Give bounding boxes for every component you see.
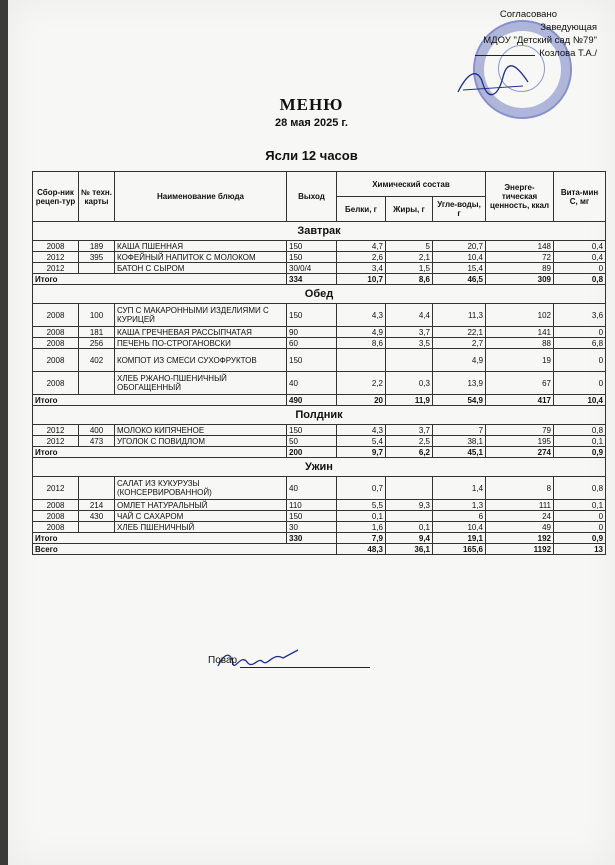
table-row <box>33 338 606 349</box>
tech-card-cell: 430 <box>79 511 115 522</box>
fat-cell: 9,3 <box>386 500 433 511</box>
tech-card-cell: 100 <box>79 304 115 327</box>
total-energy: 192 <box>486 533 554 544</box>
menu-date: 28 мая 2025 г. <box>275 117 348 129</box>
total-output: 334 <box>287 274 337 285</box>
header-vitamin: Вита-мин С, мг <box>554 172 606 222</box>
total-carbs: 54,9 <box>433 395 486 406</box>
total-energy: 274 <box>486 447 554 458</box>
vitamin-cell: 6,8 <box>554 338 606 349</box>
section-row <box>33 458 606 477</box>
collection-cell: 2008 <box>33 522 79 533</box>
total-carbs: 45,1 <box>433 447 486 458</box>
carbs-cell: 6 <box>433 511 486 522</box>
collection-cell: 2012 <box>33 436 79 447</box>
protein-cell: 1,6 <box>337 522 386 533</box>
output-cell: 30/0/4 <box>287 263 337 274</box>
table-row <box>33 522 606 533</box>
total-vitamin: 0,9 <box>554 447 606 458</box>
total-row <box>33 274 606 285</box>
output-cell: 40 <box>287 477 337 500</box>
protein-cell: 2,2 <box>337 372 386 395</box>
dish-cell: КАША ПШЕННАЯ <box>115 241 287 252</box>
fat-cell: 0,1 <box>386 522 433 533</box>
output-cell: 150 <box>287 349 337 372</box>
fat-cell <box>386 511 433 522</box>
table-row <box>33 252 606 263</box>
total-vitamin: 10,4 <box>554 395 606 406</box>
tech-card-cell <box>79 372 115 395</box>
total-fat: 9,4 <box>386 533 433 544</box>
protein-cell: 4,7 <box>337 241 386 252</box>
energy-cell: 195 <box>486 436 554 447</box>
energy-cell: 8 <box>486 477 554 500</box>
grand-total-energy: 1192 <box>486 544 554 555</box>
protein-cell: 5,4 <box>337 436 386 447</box>
vitamin-cell: 0 <box>554 327 606 338</box>
output-cell: 110 <box>287 500 337 511</box>
total-fat: 6,2 <box>386 447 433 458</box>
carbs-cell: 10,4 <box>433 252 486 263</box>
header-dish: Наименование блюда <box>115 172 287 222</box>
output-cell: 40 <box>287 372 337 395</box>
energy-cell: 24 <box>486 511 554 522</box>
table-row <box>33 511 606 522</box>
output-cell: 150 <box>287 252 337 263</box>
carbs-cell: 13,9 <box>433 372 486 395</box>
total-protein: 10,7 <box>337 274 386 285</box>
approval-name: Козлова Т.А./ <box>539 48 597 59</box>
fat-cell: 5 <box>386 241 433 252</box>
tech-card-cell: 395 <box>79 252 115 263</box>
tech-card-cell <box>79 522 115 533</box>
grand-total-protein: 48,3 <box>337 544 386 555</box>
collection-cell: 2008 <box>33 349 79 372</box>
tech-card-cell: 473 <box>79 436 115 447</box>
document-page <box>8 0 615 865</box>
cook-label: Повар <box>208 655 238 666</box>
dish-cell: ЧАЙ С САХАРОМ <box>115 511 287 522</box>
fat-cell: 2,1 <box>386 252 433 263</box>
protein-cell: 0,1 <box>337 511 386 522</box>
total-label: Итого <box>33 274 287 285</box>
section-row <box>33 222 606 241</box>
total-protein: 9,7 <box>337 447 386 458</box>
tech-card-cell: 402 <box>79 349 115 372</box>
header-carbs: Угле-воды, г <box>433 197 486 222</box>
header-output: Выход <box>287 172 337 222</box>
energy-cell: 19 <box>486 349 554 372</box>
section-title: Обед <box>33 285 606 304</box>
carbs-cell: 2,7 <box>433 338 486 349</box>
header-tech-card: № техн. карты <box>79 172 115 222</box>
vitamin-cell: 0,8 <box>554 477 606 500</box>
total-fat: 8,6 <box>386 274 433 285</box>
approval-name-line <box>397 47 597 60</box>
collection-cell: 2008 <box>33 500 79 511</box>
section-title: Ужин <box>33 458 606 477</box>
carbs-cell: 22,1 <box>433 327 486 338</box>
output-cell: 30 <box>287 522 337 533</box>
dish-cell: ОМЛЕТ НАТУРАЛЬНЫЙ <box>115 500 287 511</box>
dish-cell: ХЛЕБ РЖАНО-ПШЕНИЧНЫЙ ОБОГАЩЕННЫЙ <box>115 372 287 395</box>
approval-position: Заведующая <box>540 22 597 33</box>
dish-cell: УГОЛОК С ПОВИДЛОМ <box>115 436 287 447</box>
tech-card-cell: 189 <box>79 241 115 252</box>
total-output: 490 <box>287 395 337 406</box>
energy-cell: 72 <box>486 252 554 263</box>
carbs-cell: 7 <box>433 425 486 436</box>
carbs-cell: 38,1 <box>433 436 486 447</box>
collection-cell: 2008 <box>33 241 79 252</box>
total-output: 330 <box>287 533 337 544</box>
total-row <box>33 395 606 406</box>
header-energy: Энерге-тическая ценность, ккал <box>486 172 554 222</box>
protein-cell <box>337 349 386 372</box>
total-row <box>33 447 606 458</box>
energy-cell: 111 <box>486 500 554 511</box>
total-row <box>33 533 606 544</box>
carbs-cell: 10,4 <box>433 522 486 533</box>
section-title: Завтрак <box>33 222 606 241</box>
table-row <box>33 263 606 274</box>
group-name: Ясли 12 часов <box>265 148 358 163</box>
energy-cell: 102 <box>486 304 554 327</box>
vitamin-cell: 0 <box>554 522 606 533</box>
table-row <box>33 304 606 327</box>
table-row <box>33 327 606 338</box>
dish-cell: ХЛЕБ ПШЕНИЧНЫЙ <box>115 522 287 533</box>
tech-card-cell: 400 <box>79 425 115 436</box>
tech-card-cell <box>79 477 115 500</box>
energy-cell: 141 <box>486 327 554 338</box>
output-cell: 150 <box>287 511 337 522</box>
collection-cell: 2012 <box>33 252 79 263</box>
header-chem: Химический состав <box>337 172 486 197</box>
carbs-cell: 11,3 <box>433 304 486 327</box>
carbs-cell: 20,7 <box>433 241 486 252</box>
dish-cell: КОМПОТ ИЗ СМЕСИ СУХОФРУКТОВ <box>115 349 287 372</box>
collection-cell: 2008 <box>33 372 79 395</box>
total-energy: 417 <box>486 395 554 406</box>
fat-cell: 3,5 <box>386 338 433 349</box>
fat-cell: 0,3 <box>386 372 433 395</box>
output-cell: 150 <box>287 425 337 436</box>
protein-cell: 4,9 <box>337 327 386 338</box>
table-row <box>33 349 606 372</box>
table-row <box>33 436 606 447</box>
total-label: Итого <box>33 533 287 544</box>
table-row <box>33 425 606 436</box>
dish-cell: ПЕЧЕНЬ ПО-СТРОГАНОВСКИ <box>115 338 287 349</box>
collection-cell: 2008 <box>33 327 79 338</box>
vitamin-cell: 0,1 <box>554 500 606 511</box>
dish-cell: МОЛОКО КИПЯЧЕНОЕ <box>115 425 287 436</box>
section-title: Полдник <box>33 406 606 425</box>
section-row <box>33 285 606 304</box>
energy-cell: 88 <box>486 338 554 349</box>
fat-cell <box>386 477 433 500</box>
total-protein: 7,9 <box>337 533 386 544</box>
protein-cell: 4,3 <box>337 425 386 436</box>
total-fat: 11,9 <box>386 395 433 406</box>
fat-cell: 2,5 <box>386 436 433 447</box>
protein-cell: 2,6 <box>337 252 386 263</box>
vitamin-cell: 0,4 <box>554 241 606 252</box>
grand-total-row <box>33 544 606 555</box>
menu-table <box>32 171 606 555</box>
vitamin-cell: 0,4 <box>554 252 606 263</box>
tech-card-cell <box>79 263 115 274</box>
total-vitamin: 0,9 <box>554 533 606 544</box>
grand-total-vitamin: 13 <box>554 544 606 555</box>
dish-cell: КАША ГРЕЧНЕВАЯ РАССЫПЧАТАЯ <box>115 327 287 338</box>
dish-cell: САЛАТ ИЗ КУКУРУЗЫ (КОНСЕРВИРОВАННОЙ) <box>115 477 287 500</box>
vitamin-cell: 0 <box>554 349 606 372</box>
carbs-cell: 15,4 <box>433 263 486 274</box>
total-carbs: 19,1 <box>433 533 486 544</box>
header-collection: Сбор-ник рецеп-тур <box>33 172 79 222</box>
grand-total-label: Всего <box>33 544 337 555</box>
vitamin-cell: 0,8 <box>554 425 606 436</box>
protein-cell: 5,5 <box>337 500 386 511</box>
total-label: Итого <box>33 395 287 406</box>
vitamin-cell: 0 <box>554 263 606 274</box>
vitamin-cell: 3,6 <box>554 304 606 327</box>
protein-cell: 3,4 <box>337 263 386 274</box>
tech-card-cell: 181 <box>79 327 115 338</box>
output-cell: 90 <box>287 327 337 338</box>
grand-total-fat: 36,1 <box>386 544 433 555</box>
total-output: 200 <box>287 447 337 458</box>
total-protein: 20 <box>337 395 386 406</box>
fat-cell: 1,5 <box>386 263 433 274</box>
energy-cell: 79 <box>486 425 554 436</box>
total-vitamin: 0,8 <box>554 274 606 285</box>
carbs-cell: 1,3 <box>433 500 486 511</box>
dish-cell: СУП С МАКАРОННЫМИ ИЗДЕЛИЯМИ С КУРИЦЕЙ <box>115 304 287 327</box>
approval-agreed: Согласовано <box>499 9 557 20</box>
carbs-cell: 1,4 <box>433 477 486 500</box>
collection-cell: 2012 <box>33 477 79 500</box>
dish-cell: БАТОН С СЫРОМ <box>115 263 287 274</box>
approval-signature-line <box>475 55 535 56</box>
protein-cell: 8,6 <box>337 338 386 349</box>
energy-cell: 49 <box>486 522 554 533</box>
table-row <box>33 477 606 500</box>
fat-cell <box>386 349 433 372</box>
header-protein: Белки, г <box>337 197 386 222</box>
page-title: МЕНЮ <box>279 95 344 114</box>
protein-cell: 4,3 <box>337 304 386 327</box>
fat-cell: 3,7 <box>386 425 433 436</box>
protein-cell: 0,7 <box>337 477 386 500</box>
output-cell: 150 <box>287 241 337 252</box>
vitamin-cell: 0 <box>554 511 606 522</box>
output-cell: 50 <box>287 436 337 447</box>
collection-cell: 2008 <box>33 338 79 349</box>
tech-card-cell: 214 <box>79 500 115 511</box>
total-carbs: 46,5 <box>433 274 486 285</box>
table-row <box>33 372 606 395</box>
cook-signature-line <box>240 667 370 668</box>
section-row <box>33 406 606 425</box>
vitamin-cell: 0,1 <box>554 436 606 447</box>
total-energy: 309 <box>486 274 554 285</box>
approval-org: МДОУ "Детский сад №79" <box>483 35 597 46</box>
energy-cell: 148 <box>486 241 554 252</box>
grand-total-carbs: 165,6 <box>433 544 486 555</box>
collection-cell: 2012 <box>33 425 79 436</box>
collection-cell: 2008 <box>33 511 79 522</box>
header-fat: Жиры, г <box>386 197 433 222</box>
dish-cell: КОФЕЙНЫЙ НАПИТОК С МОЛОКОМ <box>115 252 287 263</box>
fat-cell: 4,4 <box>386 304 433 327</box>
collection-cell: 2012 <box>33 263 79 274</box>
energy-cell: 67 <box>486 372 554 395</box>
table-row <box>33 500 606 511</box>
collection-cell: 2008 <box>33 304 79 327</box>
output-cell: 150 <box>287 304 337 327</box>
energy-cell: 89 <box>486 263 554 274</box>
tech-card-cell: 256 <box>79 338 115 349</box>
vitamin-cell: 0 <box>554 372 606 395</box>
fat-cell: 3,7 <box>386 327 433 338</box>
carbs-cell: 4,9 <box>433 349 486 372</box>
approval-block <box>397 8 597 60</box>
output-cell: 60 <box>287 338 337 349</box>
menu-body <box>33 222 606 555</box>
total-label: Итого <box>33 447 287 458</box>
table-row <box>33 241 606 252</box>
